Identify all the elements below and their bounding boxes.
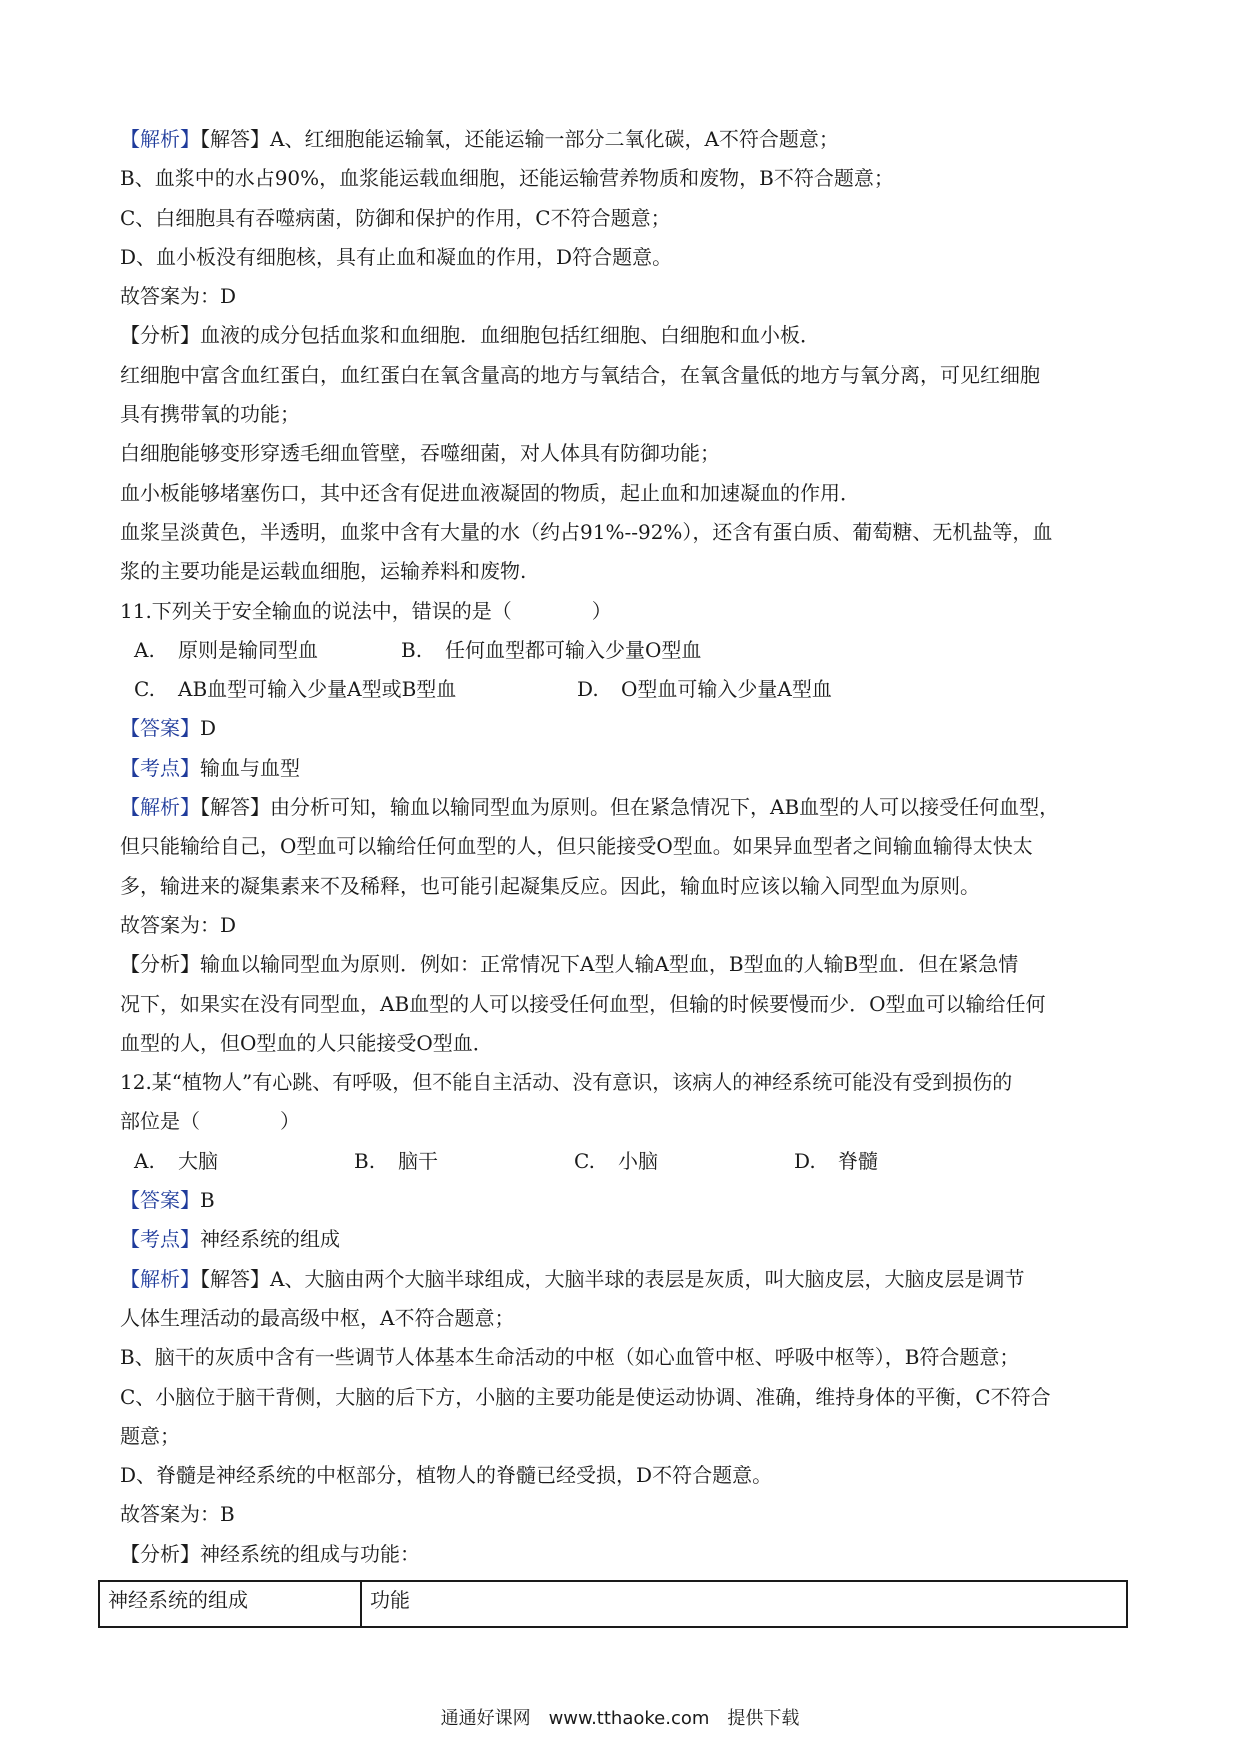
q12-kaodian: 【考点】神经系统的组成 [120,1227,340,1252]
jiexi-tag: 【解析】 [120,127,200,151]
q11-jiexi-b: 但只能输给自己，O型血可以输给任何血型的人，但只能接受O型血。如果异血型者之间输血输得太快太 [120,834,1033,859]
q11-answer: 【答案】D [120,716,217,741]
q11-jiexi-a: 【解析】【解答】由分析可知，输血以输同型血为原则。但在紧急情况下，AB血型的人可以接受任何血型， [120,795,1060,820]
q12-option-b: B. 脑干 [354,1148,438,1173]
q10-jiexi-line1: 【解析】【解答】A、红细胞能运输氧，还能运输一部分二氧化碳，A不符合题意； [120,127,839,151]
fenxi-tag: 【分析】 [120,952,200,977]
q11-jiexi-c: 多，输进来的凝集素来不及稀释，也可能引起凝集反应。因此，输血时应该以输入同型血为原则。 [120,873,980,898]
q11-fenxi-a: 【分析】输血以输同型血为原则．例如：正常情况下A型人输A型血，B型血的人输B型血．但在紧急情 [120,952,1019,977]
q10-line2: B、血浆中的水占90%，血浆能运载血细胞，还能运输营养物质和废物，B不符合题意； [120,166,894,191]
kaodian-tag: 【考点】 [120,1227,200,1252]
q10-conclusion: 故答案为：D [120,284,237,309]
q12-options-row [120,1142,1130,1181]
q11-options-row1 [120,631,1130,670]
q11-option-b: B. 任何血型都可输入少量O型血 [401,637,702,662]
q12-option-d: D. 脊髓 [794,1148,878,1173]
q12-jiexi-c: B、脑干的灰质中含有一些调节人体基本生命活动的中枢（如心血管中枢、呼吸中枢等），B符合题意； [120,1345,1020,1370]
jiexi-tag: 【解析】 [120,1266,200,1291]
q10-fenxi-p2b: 具有携带氧的功能； [120,402,300,427]
q12-fenxi: 【分析】神经系统的组成与功能： [120,1541,420,1566]
q10-fenxi-line1: 【分析】血液的成分包括血浆和血细胞．血细胞包括红细胞、白细胞和血小板． [120,323,820,348]
q11-option-c: C. AB血型可输入少量A型或B型血 [134,677,457,702]
q12-jiexi-e: 题意； [120,1423,180,1448]
q10-line3: C、白细胞具有吞噬病菌，防御和保护的作用，C不符合题意； [120,205,671,230]
q12-stem-a: 12.某“植物人”有心跳、有呼吸，但不能自主活动、没有意识，该病人的神经系统可能没有受到损伤的 [120,1070,1013,1095]
table-header-composition: 神经系统的组成 [99,1581,361,1627]
q11-kaodian: 【考点】输血与血型 [120,755,300,780]
q11-option-a: A. 原则是输同型血 [134,637,318,662]
q12-option-c: C. 小脑 [574,1148,658,1173]
nervous-system-table [98,1580,1128,1628]
q10-fenxi-p5b: 浆的主要功能是运载血细胞，运输养料和废物. [120,559,527,584]
q11-option-d: D. O型血可输入少量A型血 [577,677,832,702]
table-header-function: 功能 [361,1581,1127,1627]
q10-fenxi-p2a: 红细胞中富含血红蛋白，血红蛋白在氧含量高的地方与氧结合，在氧含量低的地方与氧分离，可见红细胞 [120,362,1040,387]
q12-conclusion: 故答案为：B [120,1502,235,1527]
daan-tag: 【答案】 [120,716,200,741]
q10-fenxi-p3: 白细胞能够变形穿透毛细血管壁，吞噬细菌，对人体具有防御功能； [120,441,720,466]
q11-fenxi-c: 血型的人，但O型血的人只能接受O型血． [120,1030,493,1055]
q12-jiexi-a: 【解析】【解答】A、大脑由两个大脑半球组成，大脑半球的表层是灰质，叫大脑皮层，大脑皮层是调节 [120,1266,1025,1291]
q12-jiexi-d: C、小脑位于脑干背侧，大脑的后下方，小脑的主要功能是使运动协调、准确，维持身体的平衡，C不符合 [120,1384,1051,1409]
q12-jiexi-f: D、脊髓是神经系统的中枢部分，植物人的脊髓已经受损，D不符合题意。 [120,1463,773,1488]
q12-answer: 【答案】B [120,1188,215,1213]
q11-conclusion: 故答案为：D [120,912,237,937]
table-header-row [99,1581,1127,1627]
q12-option-a: A. 大脑 [134,1148,218,1173]
q12-jiexi-b: 人体生理活动的最高级中枢，A不符合题意； [120,1305,515,1330]
fenxi-tag: 【分析】 [120,323,200,348]
q10-line4: D、血小板没有细胞核，具有止血和凝血的作用，D符合题意。 [120,244,673,269]
page-footer: 通通好课网 www.tthaoke.com 提供下载 [440,1708,800,1729]
q11-fenxi-b: 况下，如果实在没有同型血，AB血型的人可以接受任何血型，但输的时候要慢而少．O型血可以输给任何 [120,991,1046,1016]
jiexi-tag: 【解析】 [120,795,200,820]
q10-fenxi-p4: 血小板能够堵塞伤口，其中还含有促进血液凝固的物质，起止血和加速凝血的作用． [120,480,860,505]
q11-stem: 11.下列关于安全输血的说法中，错误的是（ ） [120,598,612,623]
daan-tag: 【答案】 [120,1188,200,1213]
q10-fenxi-p5a: 血浆呈淡黄色，半透明，血浆中含有大量的水（约占91%--92%），还含有蛋白质、葡萄糖、无机盐等，血 [120,519,1053,544]
q12-stem-b: 部位是（ ） [120,1109,300,1134]
fenxi-tag: 【分析】 [120,1541,200,1566]
kaodian-tag: 【考点】 [120,755,200,780]
q11-options-row2 [120,670,1130,709]
page-content [120,120,1130,1574]
